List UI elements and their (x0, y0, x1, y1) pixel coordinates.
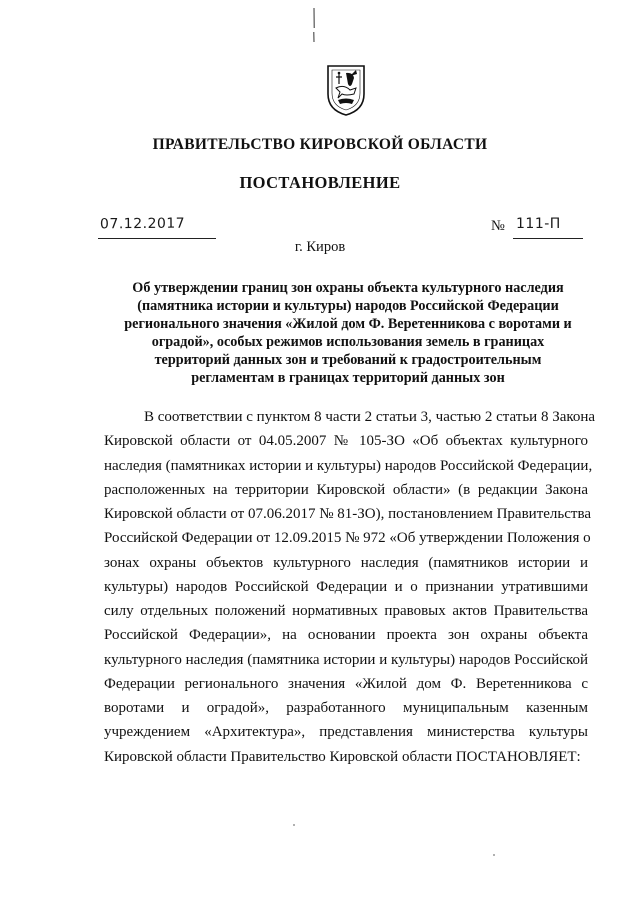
number-value: 111-П (516, 216, 561, 232)
number-label: № (491, 218, 505, 234)
scan-speck (493, 854, 495, 856)
body-line: силу отдельных положений нормативных правовых актов Правительства (104, 603, 588, 619)
subject-line: регионального значения «Жилой дом Ф. Веретенникова с воротами и (124, 316, 572, 332)
body-line: учреждением «Архитектура», представления министерства культуры (104, 724, 588, 741)
date-value: 07.12.2017 (99, 215, 186, 233)
body-line: Кировской области Правительство Кировской области ПОСТАНОВЛЯЕТ: (104, 748, 581, 765)
number-field (491, 216, 583, 238)
document-subject (108, 279, 588, 387)
subject-line: регламентам в границах территорий данных зон (191, 370, 505, 386)
margin-pen-mark (313, 8, 315, 42)
body-line: Кировской области от 07.06.2017 № 81-ЗО), постановлением Правительства (104, 506, 591, 522)
body-line: культурного наследия (памятника истории и культуры) народов Российской (104, 651, 588, 668)
kirov-coat-of-arms-icon (326, 64, 366, 116)
scan-speck (293, 824, 295, 826)
body-line: Кировской области от 04.05.2007 № 105-ЗО «Об объектах культурного (104, 433, 588, 450)
subject-line: оградой», особых режимов использования земель в границах (151, 334, 545, 350)
body-line: расположенных на территории Кировской области» (в редакции Закона (104, 481, 588, 498)
body-line: Российской Федерации от 12.09.2015 № 972 «Об утверждении Положения о (104, 530, 591, 547)
body-line: воротами и оградой», разработанного муниципальным казенным (104, 700, 588, 716)
government-title: ПРАВИТЕЛЬСТВО КИРОВСКОЙ ОБЛАСТИ (152, 136, 488, 153)
date-field (98, 216, 216, 239)
city-line: г. Киров (294, 239, 346, 255)
document-type-title: ПОСТАНОВЛЕНИЕ (239, 173, 401, 192)
preamble-paragraph (104, 405, 596, 769)
number-line (513, 216, 583, 239)
subject-line: Об утверждении границ зон охраны объекта культурного наследия (132, 280, 564, 296)
subject-line: территорий данных зон и требований к градостроительным (154, 352, 542, 368)
body-line: зонах охраны объектов культурного наследия (памятников истории и (104, 554, 588, 571)
body-line: В соответствии с пунктом 8 части 2 статьи 3, частью 2 статьи 8 Закона (144, 409, 596, 425)
body-line: культуры) народов Российской Федерации и о признании утратившими (104, 578, 588, 595)
body-line: Российской Федерации», на основании проекта зон охраны объекта (104, 627, 588, 644)
subject-line: (памятника истории и культуры) народов Российской Федерации (137, 298, 559, 314)
body-line: наследия (памятниках истории и культуры) народов Российской Федерации, (104, 457, 593, 474)
body-line: Федерации регионального значения «Жилой дом Ф. Веретенникова с (104, 675, 588, 692)
